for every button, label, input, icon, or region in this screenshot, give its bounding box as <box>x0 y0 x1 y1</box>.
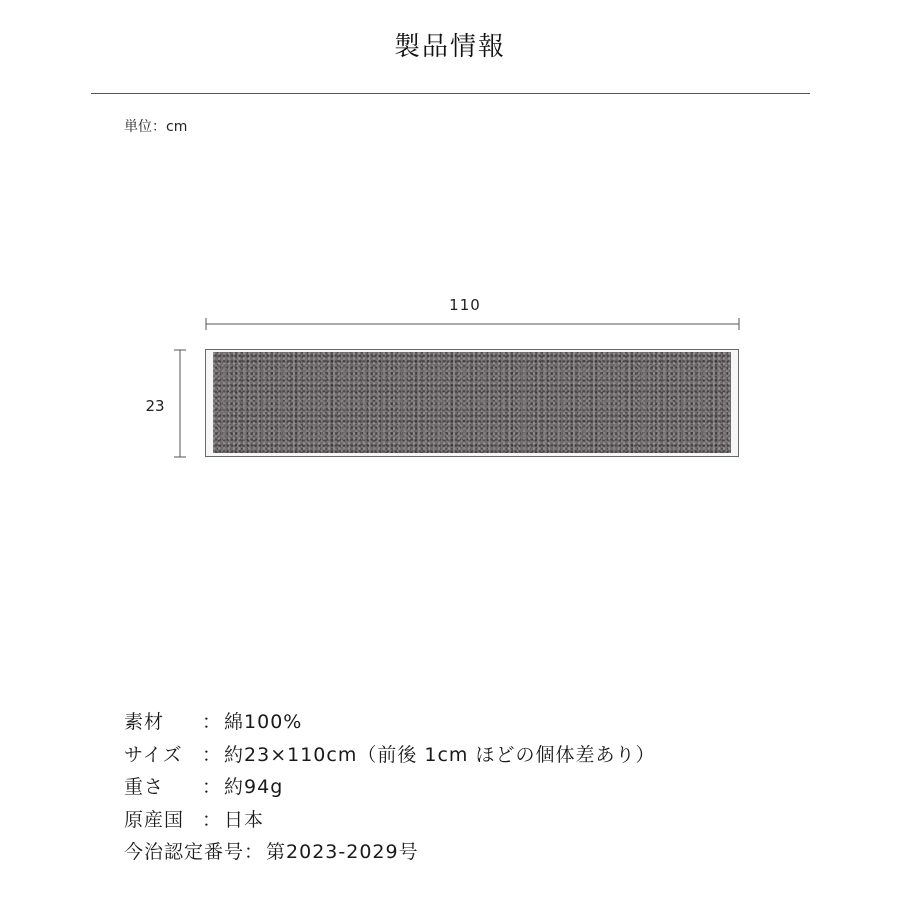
spec-row-weight <box>124 771 655 804</box>
spec-label: 今治認定番号 <box>124 841 245 863</box>
spec-value: 約23×110cm（前後 1cm ほどの個体差あり） <box>224 743 656 766</box>
spec-list <box>124 706 655 869</box>
spec-label: 原産国 <box>124 808 185 831</box>
spec-separator: ： <box>244 841 265 863</box>
spec-label: サイズ <box>124 743 183 766</box>
spec-value: 約94g <box>224 776 284 798</box>
width-dimension-label: 110 <box>449 296 481 314</box>
spec-label: 素材 <box>124 711 165 733</box>
spec-separator: ： <box>202 711 223 733</box>
spec-separator: ： <box>202 808 223 831</box>
spec-separator: ： <box>202 776 223 798</box>
unit-label: 単位：cm <box>124 119 188 135</box>
spec-row-size <box>124 739 655 772</box>
page-title: 製品情報 <box>393 32 506 62</box>
spec-value: 綿100% <box>224 711 303 733</box>
spec-value: 日本 <box>224 808 265 831</box>
spec-row-certification <box>124 836 655 869</box>
height-dimension-label: 23 <box>145 397 165 415</box>
title-divider <box>91 93 810 94</box>
spec-value: 第2023-2029号 <box>266 841 419 863</box>
spec-separator: ： <box>202 743 223 766</box>
spec-row-origin <box>124 804 655 837</box>
spec-label: 重さ <box>124 776 165 798</box>
spec-row-material <box>124 706 655 739</box>
towel-illustration <box>213 352 731 453</box>
